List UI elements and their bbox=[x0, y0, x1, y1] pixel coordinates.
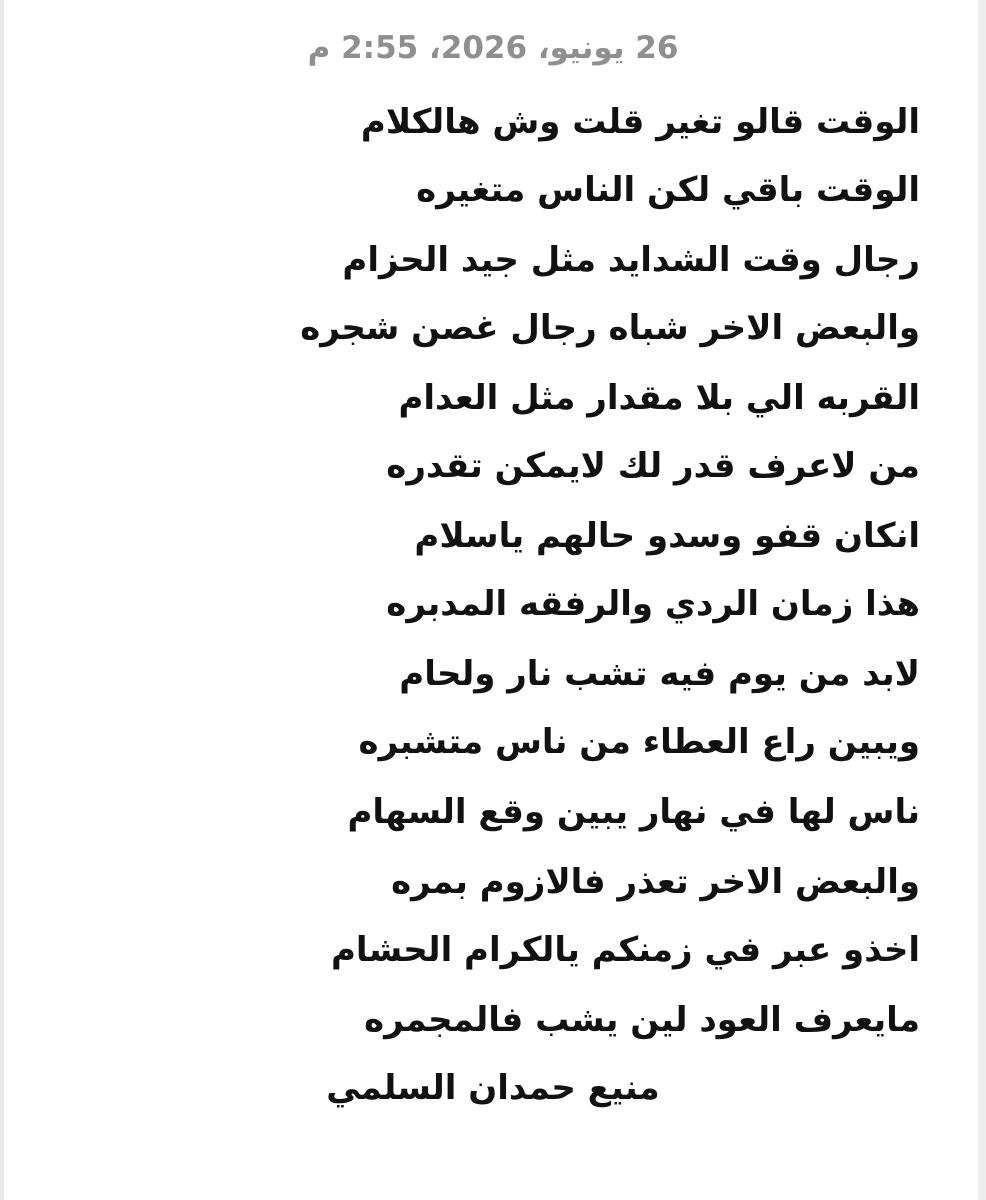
poem-line-12: والبعض الاخر تعذر فالازوم بمره bbox=[391, 862, 920, 902]
poem-line-2: الوقت باقي لكن الناس متغيره bbox=[416, 170, 920, 210]
poem-line-14: مايعرف العود لين يشب فالمجمره bbox=[364, 1000, 920, 1040]
poem-line-8: هذا زمان الردي والرفقه المدبره bbox=[386, 584, 920, 624]
poem-line-5: القربه الي بلا مقدار مثل العدام bbox=[398, 378, 920, 418]
note-timestamp: 26 يونيو، 2026، 2:55 م bbox=[307, 30, 679, 66]
poem-line-6: من لاعرف قدر لك لايمكن تقدره bbox=[386, 446, 920, 486]
poem-line-9: لابد من يوم فيه تشب نار ولحام bbox=[399, 654, 920, 694]
poem-line-13: اخذو عبر في زمنكم يالكرام الحشام bbox=[331, 930, 920, 970]
poem-signature: منيع حمدان السلمي bbox=[326, 1068, 660, 1108]
poem-line-4: والبعض الاخر شباه رجال غصن شجره bbox=[300, 308, 920, 348]
left-edge-divider bbox=[0, 0, 4, 1200]
poem-line-11: ناس لها في نهار يبين وقع السهام bbox=[347, 792, 920, 832]
right-scroll-edge[interactable] bbox=[978, 0, 986, 1200]
poem-line-3: رجال وقت الشدايد مثل جيد الحزام bbox=[342, 240, 920, 280]
poem-line-1: الوقت قالو تغير قلت وش هالكلام bbox=[360, 102, 920, 142]
poem-line-7: انكان قفو وسدو حالهم ياسلام bbox=[414, 516, 920, 556]
poem-line-10: ويبين راع العطاء من ناس متشبره bbox=[358, 722, 920, 762]
